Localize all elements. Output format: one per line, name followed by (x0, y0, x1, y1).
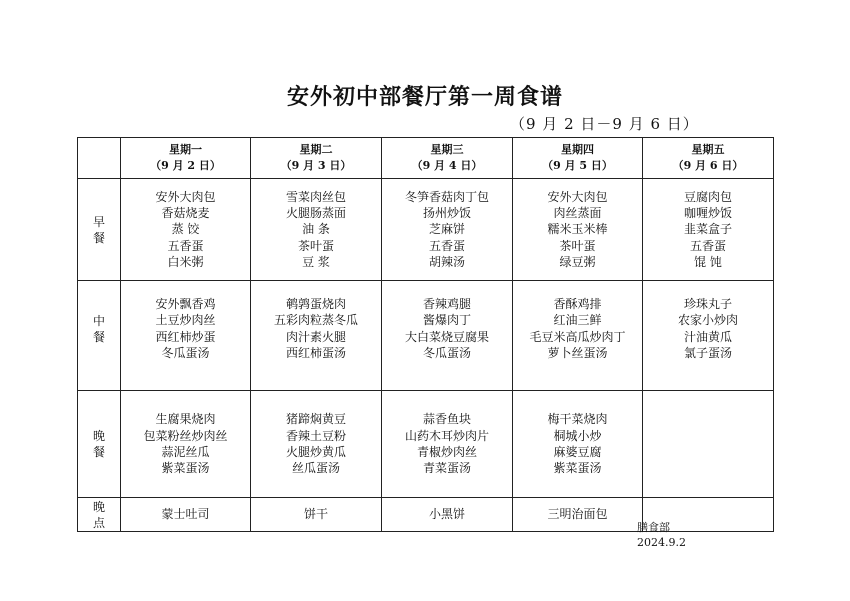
dish-item: 蒙士吐司 (161, 507, 210, 522)
dish-item: 猪蹄焖黄豆 (285, 412, 346, 427)
dish-item: 珍珠丸子 (683, 296, 732, 311)
menu-cell (513, 498, 643, 532)
dish-item: 麻婆豆腐 (553, 445, 602, 459)
meal-label (78, 281, 121, 391)
menu-cell (251, 281, 382, 391)
dish-item: 五香蛋 (167, 238, 204, 253)
menu-cell (251, 179, 382, 281)
dish-item: 香酥鸡排 (553, 296, 602, 311)
dish-item: 五香蛋 (428, 238, 465, 253)
dish-item: 桐城小炒 (553, 428, 602, 443)
dish-item: 氯子蛋汤 (683, 345, 732, 360)
dish-item: 香辣土豆粉 (285, 428, 346, 443)
menu-cell (251, 391, 382, 498)
dish-item: 紫菜蛋汤 (553, 461, 602, 476)
dish-item: 梅干菜烧肉 (547, 412, 608, 427)
day-date: （9 月 3 日） (280, 159, 352, 172)
dish-item: 茶叶蛋 (297, 238, 334, 253)
dish-item: 安外大肉包 (155, 189, 216, 204)
day-header (251, 138, 382, 179)
menu-cell (382, 498, 513, 532)
dinner-row (78, 391, 774, 498)
dish-item: 五彩肉粒蒸冬瓜 (273, 313, 358, 328)
dish-item: 安外飘香鸡 (155, 296, 216, 311)
dish-item: 白米粥 (167, 254, 204, 269)
menu-cell (121, 281, 251, 391)
dish-item: 芝麻饼 (428, 222, 465, 237)
meal-label-char: 中 (92, 313, 105, 328)
menu-cell (382, 391, 513, 498)
dish-item: 西红柿蛋汤 (285, 345, 346, 360)
day-name: 星期二 (299, 143, 333, 156)
dish-item: 绿豆粥 (559, 254, 596, 269)
menu-cell (513, 281, 643, 391)
menu-cell (513, 179, 643, 281)
header-row (78, 138, 774, 179)
dish-item: 生腐果烧肉 (155, 412, 216, 427)
dish-item: 油 条 (302, 222, 330, 237)
dish-item: 丝瓜蛋汤 (291, 461, 340, 476)
dish-item: 蒜香鱼块 (422, 412, 471, 427)
day-date: （9 月 2 日） (150, 159, 221, 172)
dish-item: 咖喱炒饭 (683, 206, 732, 221)
dish-item: 冬笋香菇肉丁包 (404, 189, 489, 204)
dish-item: 扬州炒饭 (422, 206, 471, 221)
dish-item: 毛豆米高瓜炒肉丁 (529, 329, 626, 344)
footer-department: 膳食部 (637, 521, 670, 534)
corner-cell (78, 138, 121, 179)
dish-item: 青椒炒肉丝 (416, 445, 477, 459)
day-header (643, 138, 774, 179)
day-name: 星期四 (561, 143, 594, 156)
dish-item: 豆腐肉包 (683, 189, 732, 204)
page-title: 安外初中部餐厅第一周食谱 (286, 85, 563, 110)
dish-item: 蒜泥丝瓜 (161, 445, 210, 459)
dish-item: 韭菜盒子 (683, 222, 732, 237)
dish-item: 肉汁素火腿 (285, 329, 346, 344)
meal-label-char: 餐 (92, 445, 105, 459)
dish-item: 红油三鲜 (553, 313, 602, 328)
breakfast-row (78, 179, 774, 281)
dish-item: 糯米玉米棒 (547, 222, 608, 237)
menu-cell (643, 179, 774, 281)
dish-item: 香辣鸡腿 (422, 296, 471, 311)
dish-item: 山药木耳炒肉片 (404, 428, 489, 443)
dish-item: 馄 饨 (694, 254, 722, 269)
dish-item: 火腿肠蒸面 (285, 206, 346, 221)
day-header (121, 138, 251, 179)
dish-item: 土豆炒肉丝 (155, 313, 216, 328)
dish-item: 鹌鹑蛋烧肉 (285, 296, 346, 311)
dish-item: 农家小炒肉 (677, 313, 738, 328)
dish-item: 包菜粉丝炒肉丝 (143, 428, 228, 443)
date-range: （9 月 2 日－9 月 6 日） (510, 115, 699, 133)
meal-label (78, 498, 121, 532)
menu-cell (382, 281, 513, 391)
day-date: （9 月 4 日） (411, 159, 483, 172)
menu-cell (643, 281, 774, 391)
dish-item: 肉丝蒸面 (553, 206, 602, 221)
day-name: 星期三 (430, 143, 464, 156)
dish-item: 冬瓜蛋汤 (161, 345, 210, 360)
meal-label-char: 餐 (92, 329, 105, 344)
meal-label (78, 179, 121, 281)
meal-label (78, 391, 121, 498)
dish-item: 雪菜肉丝包 (285, 189, 346, 204)
dish-item: 青菜蛋汤 (422, 461, 471, 476)
dish-item: 汁油黄瓜 (683, 329, 732, 344)
menu-cell (121, 498, 251, 532)
dish-item: 饼干 (303, 507, 328, 522)
dish-item: 大白菜烧豆腐果 (404, 329, 489, 344)
dish-item: 安外大肉包 (547, 189, 608, 204)
dish-item: 三明治面包 (547, 507, 608, 522)
lunch-row (78, 281, 774, 391)
dish-item: 胡辣汤 (428, 254, 465, 269)
weekly-menu-table (77, 137, 774, 532)
dish-item: 西红柿炒蛋 (155, 329, 216, 344)
day-name: 星期五 (691, 143, 725, 156)
menu-cell (513, 391, 643, 498)
dish-item: 五香蛋 (689, 238, 726, 253)
dish-item: 紫菜蛋汤 (161, 461, 210, 476)
menu-cell (121, 391, 251, 498)
day-name: 星期一 (169, 143, 202, 156)
day-date: （9 月 6 日） (672, 159, 744, 172)
dish-item: 火腿炒黄瓜 (285, 445, 346, 459)
dish-item: 小黑饼 (428, 507, 465, 522)
footer-date: 2024.9.2 (637, 536, 686, 549)
day-header (513, 138, 643, 179)
menu-cell (382, 179, 513, 281)
dish-item: 萝卜丝蛋汤 (547, 345, 608, 360)
meal-label-char: 早 (92, 214, 105, 229)
dish-item: 香菇烧麦 (161, 206, 210, 221)
day-date: （9 月 5 日） (542, 159, 613, 172)
meal-label-char: 餐 (92, 230, 105, 245)
dish-item: 冬瓜蛋汤 (422, 345, 471, 360)
dish-item: 豆 浆 (302, 254, 330, 269)
dish-item: 酱爆肉丁 (422, 313, 471, 328)
menu-cell (121, 179, 251, 281)
meal-label-char: 点 (92, 515, 105, 530)
meal-label-char: 晚 (92, 499, 105, 514)
dish-item: 蒸 饺 (171, 222, 200, 237)
menu-cell (643, 391, 774, 498)
meal-label-char: 晚 (92, 429, 105, 443)
menu-cell (251, 498, 382, 532)
day-header (382, 138, 513, 179)
dish-item: 茶叶蛋 (559, 238, 596, 253)
